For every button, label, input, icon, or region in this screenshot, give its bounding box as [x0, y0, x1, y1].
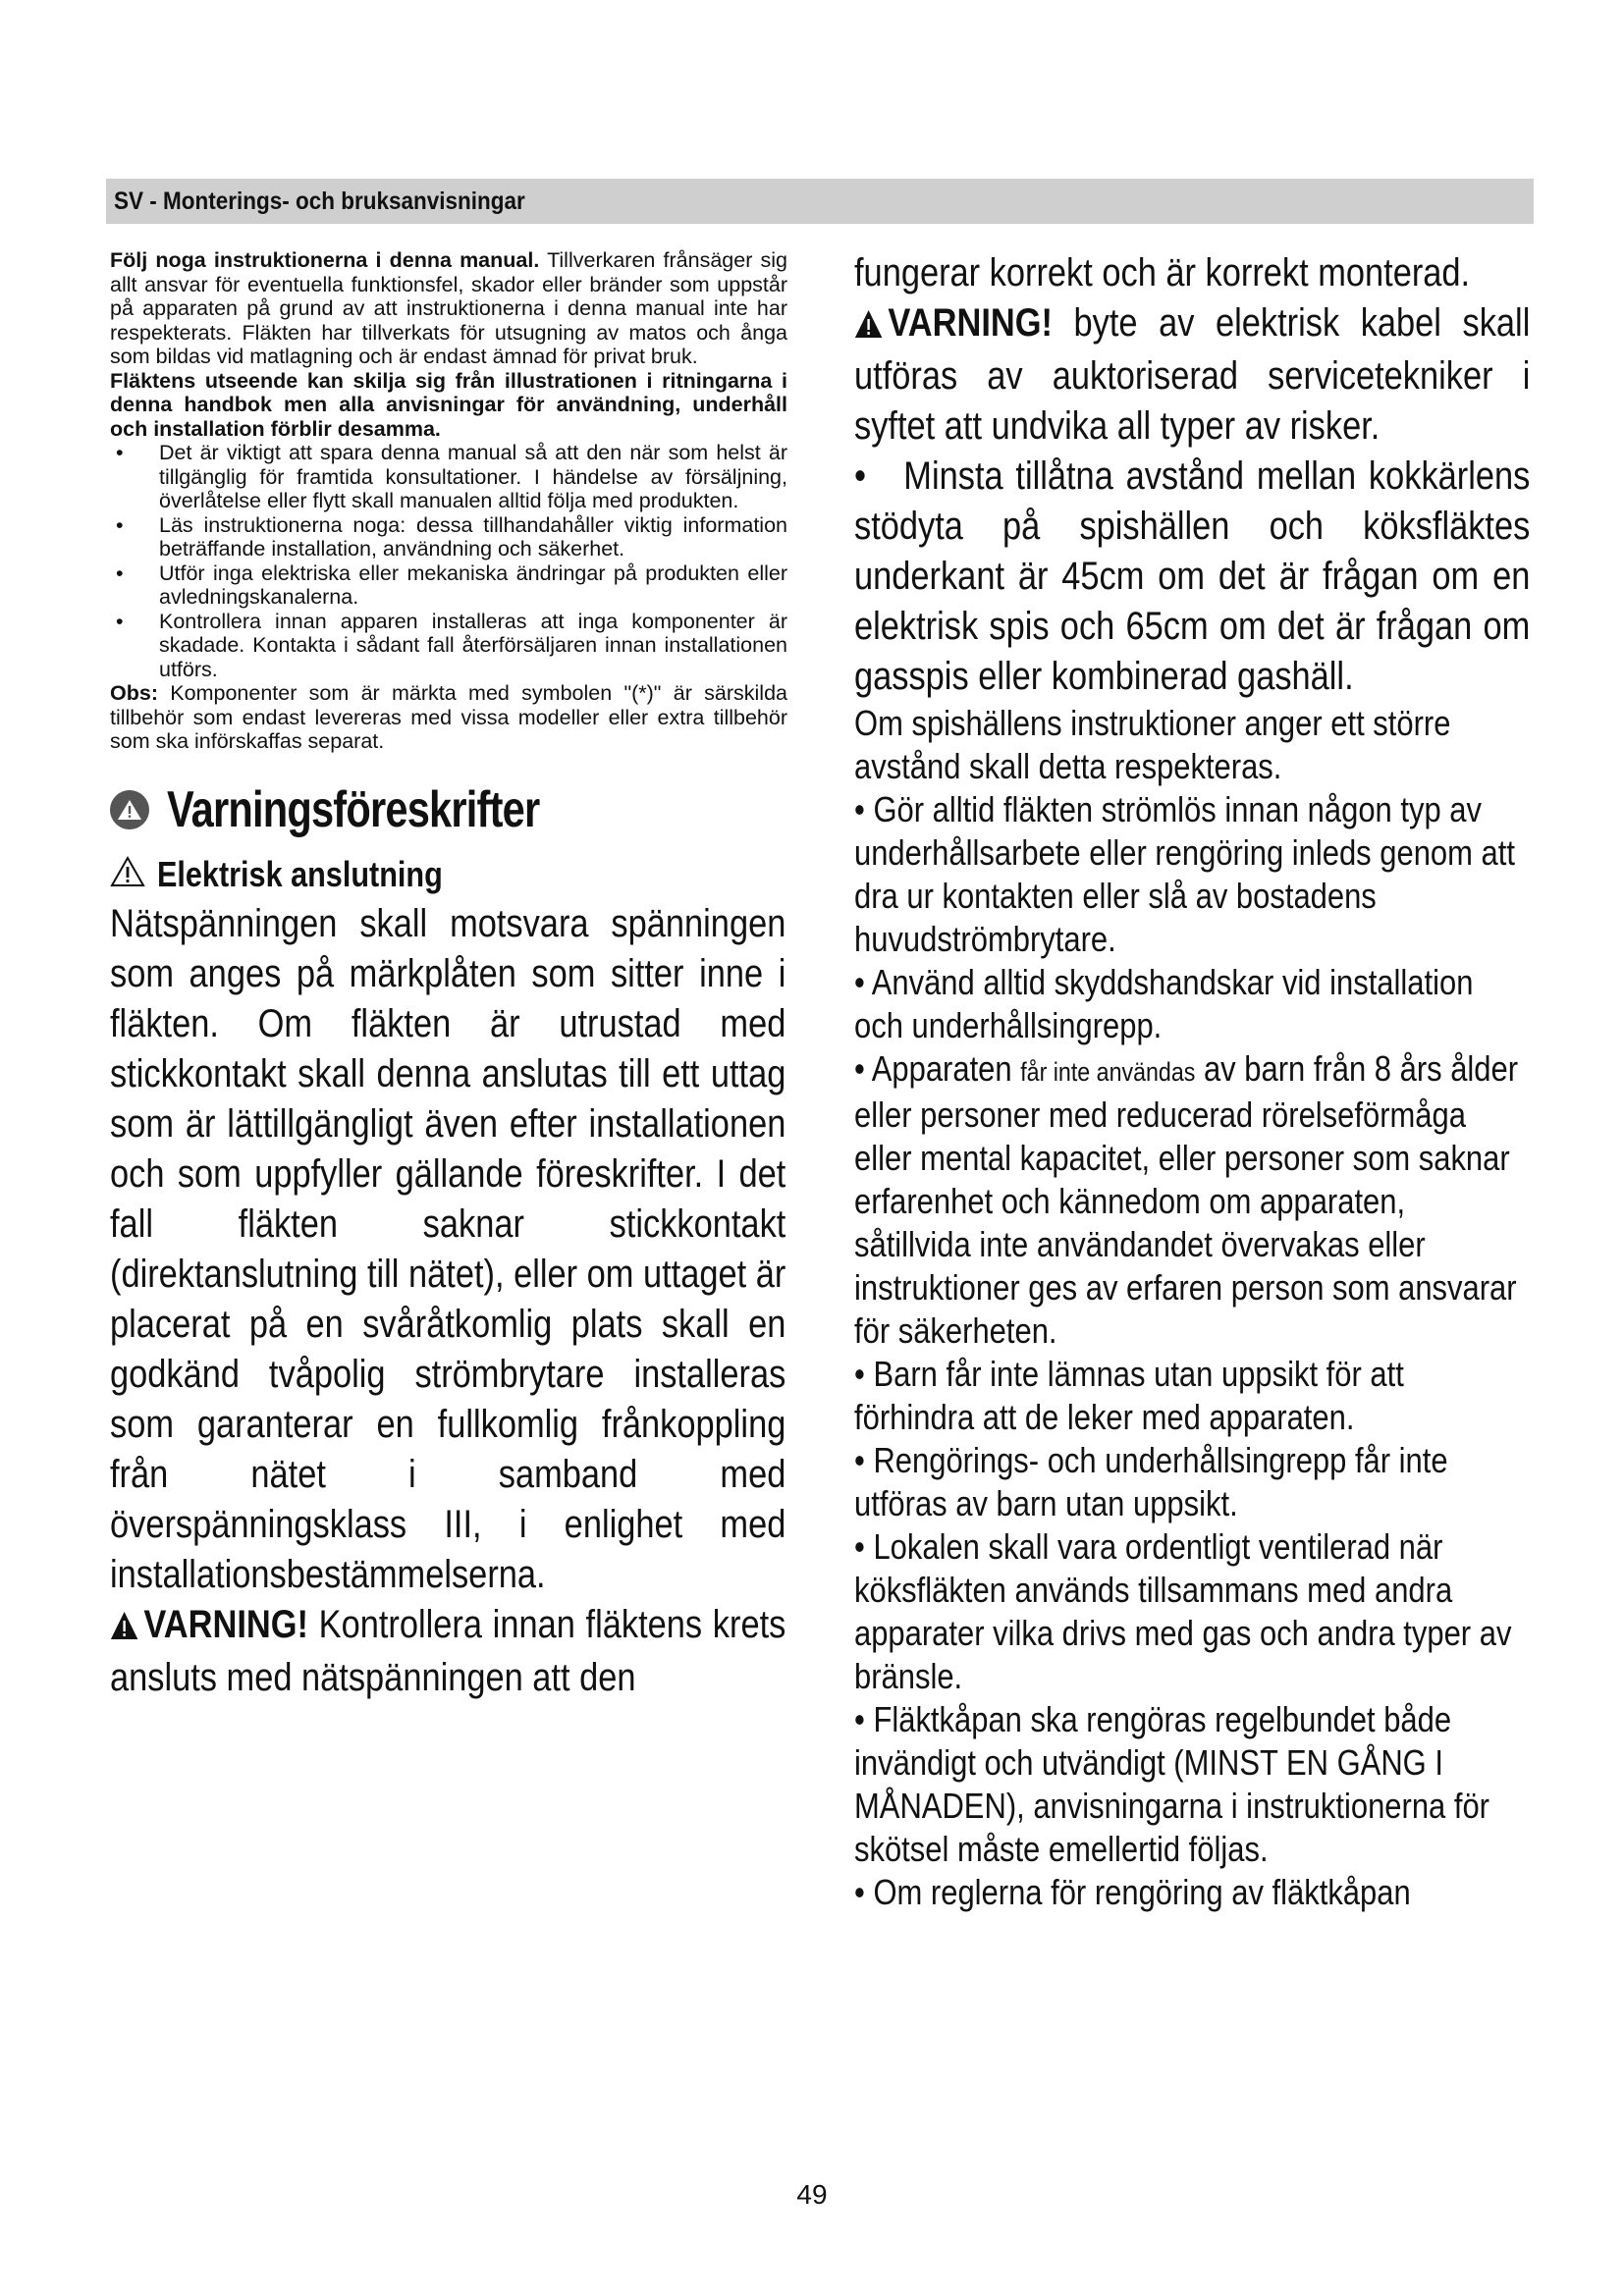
right-column [854, 248, 1532, 1914]
list-item: • Lokalen skall vara ordentligt ventilerad när köksfläkten används tillsammans med andra apparater vilka drivs med gas och andra typer av bränsle. [854, 1526, 1512, 1696]
list-item-text: Barn får inte lämnas utan uppsikt för att förhindra att de leker med apparaten. [854, 1354, 1404, 1437]
list-item-text: Kontrollera innan apparen installeras att inga komponenter är skadade. Kontakta i sådant fall återförsäljaren innan installationen utförs. [159, 609, 787, 681]
warning-text: Kontrollera innan fläktens krets ansluts med nätspänningen att den [110, 1602, 786, 1699]
list-item: • Fläktkåpan ska rengöras regelbundet både invändigt och utvändigt (MINST EN GÅNG I MÅNADEN), anvisningarna i instruktionerna för skötsel måste emellertid följas. [854, 1699, 1489, 1869]
appearance-note: Fläktens utseende kan skilja sig från illustrationen i ritningarna i denna handbok men alla anvisningar för användning, underhåll och installation förblir desamma. [110, 368, 787, 441]
warning-triangle-icon [854, 301, 883, 351]
list-item-text: Gör alltid fläkten strömlös innan någon typ av underhållsarbete eller rengöring inleds genom att dra ur kontakten eller slå av bostadens huvudströmbrytare. [854, 789, 1515, 959]
warning-triangle-outline-icon [110, 856, 145, 892]
section-heading [110, 775, 787, 844]
list-item-small-text: får inte användas [1020, 1057, 1196, 1087]
distance-text: Minsta tillåtna avstånd mellan kokkärlens stödyta på spishällen och köksfläktes underkant är 45cm om det är frågan om en elektrisk spis och 65cm om det är frågan om gasspis eller kombinerad gashäll. [854, 454, 1531, 698]
warning-label: VARNING! [888, 301, 1053, 345]
electric-paragraph: Nätspänningen skall motsvara spänningen som anges på märkplåten som sitter inne i fläkten. Om fläkten är utrustad med stickkontakt skall denna anslutas till ett uttag som är lättillgängligt även efter installationen och som uppfyller gällande föreskrifter. I det fall fläkten saknar stickkontakt (direktanslutning till nätet), eller om uttaget är placerat på en svåråtkomlig plats skall en godkänd tvåpolig strömbrytare installeras som garanterar en fullkomlig frånkoppling från nätet i samband med överspänningsklass III, i enlighet med installationsbestämmelserna. [110, 901, 786, 1596]
page-number: 49 [796, 2179, 828, 2210]
list-item: • Läs instruktionerna noga: dessa tillhandahåller viktig information beträffande installation, användning och säkerhet. [116, 512, 787, 561]
obs-label: Obs: [110, 681, 158, 705]
page-header [106, 179, 1534, 224]
list-item-text: Fläktkåpan ska rengöras regelbundet både invändigt och utvändigt (MINST EN GÅNG I MÅNADEN), anvisningarna i instruktionerna för skötsel måste emellertid följas. [854, 1699, 1489, 1869]
right-medium-block [854, 702, 1532, 1914]
list-item: • Använd alltid skyddshandskar vid installation och underhållsingrepp. [854, 962, 1474, 1045]
distance-paragraph: • Minsta tillåtna avstånd mellan kokkärlens stödyta på spishällen och köksfläktes underkant är 45cm om det är frågan om en elektrisk spis och 65cm om det är frågan om gasspis eller kombinerad gashäll. [854, 454, 1531, 698]
intro-text: Tillverkaren frånsäger sig allt ansvar för eventuella funktionsfel, skador eller bränder som uppstår på apparaten på grund av att instruktionerna i denna manual inte har respekterats. Fläkten har tillverkats för utsugning av matos och ånga som bildas vid matlagning och är endast ämnad för privat bruk. [110, 248, 787, 368]
obs-text: Komponenter som är märkta med symbolen "(*)" är särskilda tillbehör som endast levereras med vissa modeller eller extra tillbehör som ska införskaffas separat. [110, 681, 787, 753]
list-item: • Apparaten får inte användas av barn från 8 års ålder eller personer med reducerad rörelseförmåga eller mental kapacitet, eller personer som saknar erfarenhet och kännedom om apparaten, såtillvida inte användandet övervakas eller instruktioner ges av erfaren person som ansvarar för säkerheten. [854, 1048, 1519, 1351]
list-item: • Rengörings- och underhållsingrepp får inte utföras av barn utan uppsikt. [854, 1440, 1448, 1523]
left-column [110, 248, 787, 1703]
cable-warning [854, 298, 1530, 452]
list-item-text: av barn från 8 års ålder eller personer med reducerad rörelseförmåga eller mental kapacitet, eller personer som saknar erfarenhet och kännedom om apparaten, såtillvida inte användandet övervakas eller instruktioner ges av erfaren person som ansvarar för säkerheten. [854, 1048, 1519, 1351]
list-item-text: Utför inga elektriska eller mekaniska ändringar på produkten eller avledningskanalerna. [159, 561, 787, 609]
list-item: • Om reglerna för rengöring av fläktkåpan [854, 1872, 1411, 1912]
list-item: • Det är viktigt att spara denna manual så att den när som helst är tillgänglig för framtida konsultationer. I händelse av försäljning, överlåtelse eller flytt skall manualen alltid följa med produkten. [116, 441, 787, 512]
intro-block [110, 248, 787, 754]
subsection-title: Elektrisk anslutning [157, 853, 443, 894]
warning-triangle-icon [110, 1603, 138, 1653]
continued-text: fungerar korrekt och är korrekt monterad. [854, 251, 1471, 294]
list-item: • Gör alltid fläkten strömlös innan någon typ av underhållsarbete eller rengöring inleds genom att dra ur kontakten eller slå av bostadens huvudströmbrytare. [854, 789, 1515, 959]
section-title: Varningsföreskrifter [167, 780, 540, 838]
list-item-text: Rengörings- och underhållsingrepp får inte utföras av barn utan uppsikt. [854, 1440, 1448, 1523]
list-item: • Utför inga elektriska eller mekaniska ändringar på produkten eller avledningskanalerna. [116, 561, 787, 609]
list-item-text: Apparaten [871, 1048, 1021, 1089]
list-item-text: Om reglerna för rengöring av fläktkåpan [873, 1872, 1411, 1912]
list-item: • Kontrollera innan apparen installeras att inga komponenter är skadade. Kontakta i sådant fall återförsäljaren innan installationen utförs. [116, 609, 787, 681]
intro-bold: Följ noga instruktionerna i denna manual. [110, 248, 540, 272]
list-item-text: Använd alltid skyddshandskar vid installation och underhållsingrepp. [854, 962, 1474, 1045]
intro-paragraph [110, 248, 787, 369]
subsection-heading [110, 850, 787, 899]
distance-note: Om spishällens instruktioner anger ett större avstånd skall detta respekteras. [854, 703, 1451, 786]
header-title: SV - Monterings- och bruksanvisningar [114, 187, 525, 215]
list-item-text: Det är viktigt att spara denna manual så att den när som helst är tillgänglig för framtida konsultationer. I händelse av försäljning, överlåtelse eller flytt skall manualen alltid följa med produkten. [159, 441, 787, 512]
warning-text: byte av elektrisk kabel skall utföras av auktoriserad servicetekniker i syftet att undvika all typer av risker. [854, 301, 1531, 448]
electric-text-block [110, 899, 787, 1703]
electric-warning [110, 1600, 785, 1703]
list-item: • Barn får inte lämnas utan uppsikt för att förhindra att de leker med apparaten. [854, 1354, 1404, 1437]
right-large-block [854, 248, 1532, 702]
list-item-text: Läs instruktionerna noga: dessa tillhandahåller viktig information beträffande installation, användning och säkerhet. [159, 512, 787, 561]
warning-circle-icon [110, 790, 149, 829]
warning-label: VARNING! [143, 1602, 308, 1646]
list-item-text: Lokalen skall vara ordentligt ventilerad när köksfläkten används tillsammans med andra apparater vilka drivs med gas och andra typer av bränsle. [854, 1526, 1512, 1696]
obs-note [110, 681, 787, 754]
